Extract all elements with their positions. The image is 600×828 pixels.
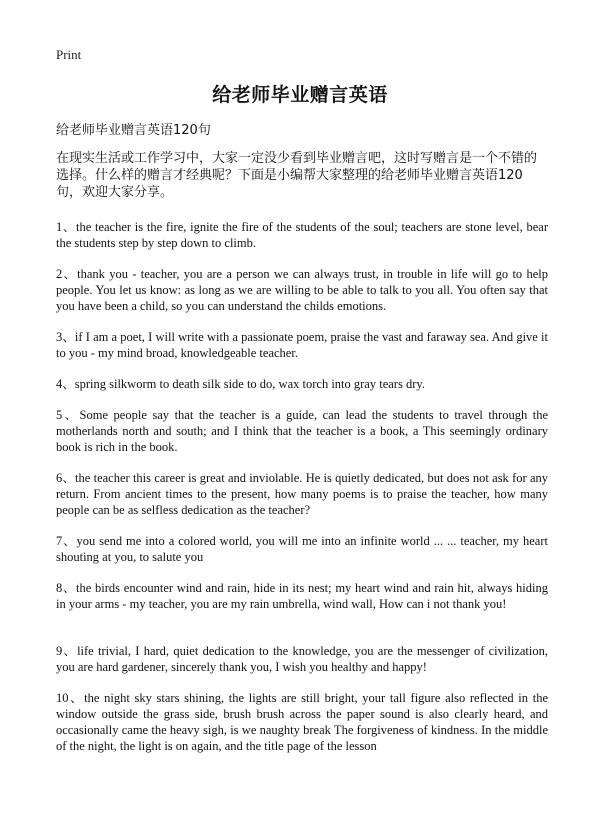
article-subtitle: 给老师毕业赠言英语120句: [56, 123, 211, 138]
print-link[interactable]: Print: [56, 47, 82, 62]
article-title: 给老师毕业赠言英语: [212, 84, 388, 106]
list-item: 7、you send me into a colored world, you will me into an infinite world ... ... teacher, my heart shouting at you, to salute you: [56, 534, 548, 564]
list-item: 4、spring silkworm to death silk side to do, wax torch into gray tears dry.: [56, 377, 425, 391]
list-item: 9、life trivial, I hard, quiet dedication to the knowledge, you are the messenger of civilization, you are hard gardener, sincerely thank you, I wish you healthy and happy!: [56, 644, 548, 674]
list-item: 8、the birds encounter wind and rain, hide in its nest; my heart wind and rain hit, always hiding in your arms - my teacher, you are my rain umbrella, wind wall, How can i not thank you!: [56, 581, 548, 611]
list-item: 6、the teacher this career is great and inviolable. He is quietly dedicated, but does not ask for any return. From ancient times to the present, how many poems is to praise the teacher, how many people can be as selfless dedication as the teacher?: [56, 471, 548, 517]
list-item: 10、the night sky stars shining, the lights are still bright, your tall figure also reflected in the window outside the grass side, brush brush across the paper sound is also clearly heard, and occasionally came the heavy sigh, is we naughty break The forgiveness of kindness. In the middle of the night, the light is on again, and the title page of the lesson: [56, 691, 548, 753]
list-item: 1、the teacher is the fire, ignite the fire of the students of the soul; teachers are stone level, bear the students step by step down to climb.: [56, 220, 548, 250]
list-item: 5、Some people say that the teacher is a guide, can lead the students to travel through the motherlands north and south; and I think that the teacher is a book, a This seemingly ordinary book is rich in the book.: [56, 408, 548, 454]
list-item: 3、if I am a poet, I will write with a passionate poem, praise the vast and faraway sea. And give it to you - my mind broad, knowledgeable teacher.: [56, 330, 548, 360]
list-item: 2、thank you - teacher, you are a person we can always trust, in trouble in life will go to help people. You let us know: as long as we are willing to be able to talk to you all. You often say that you have been a child, so you can understand the childs emotions.: [56, 267, 548, 313]
intro-paragraph: 在现实生活或工作学习中，大家一定没少看到毕业赠言吧，这时写赠言是一个不错的选择。什么样的赠言才经典呢？下面是小编帮大家整理的给老师毕业赠言英语120句，欢迎大家分享。: [56, 151, 538, 200]
